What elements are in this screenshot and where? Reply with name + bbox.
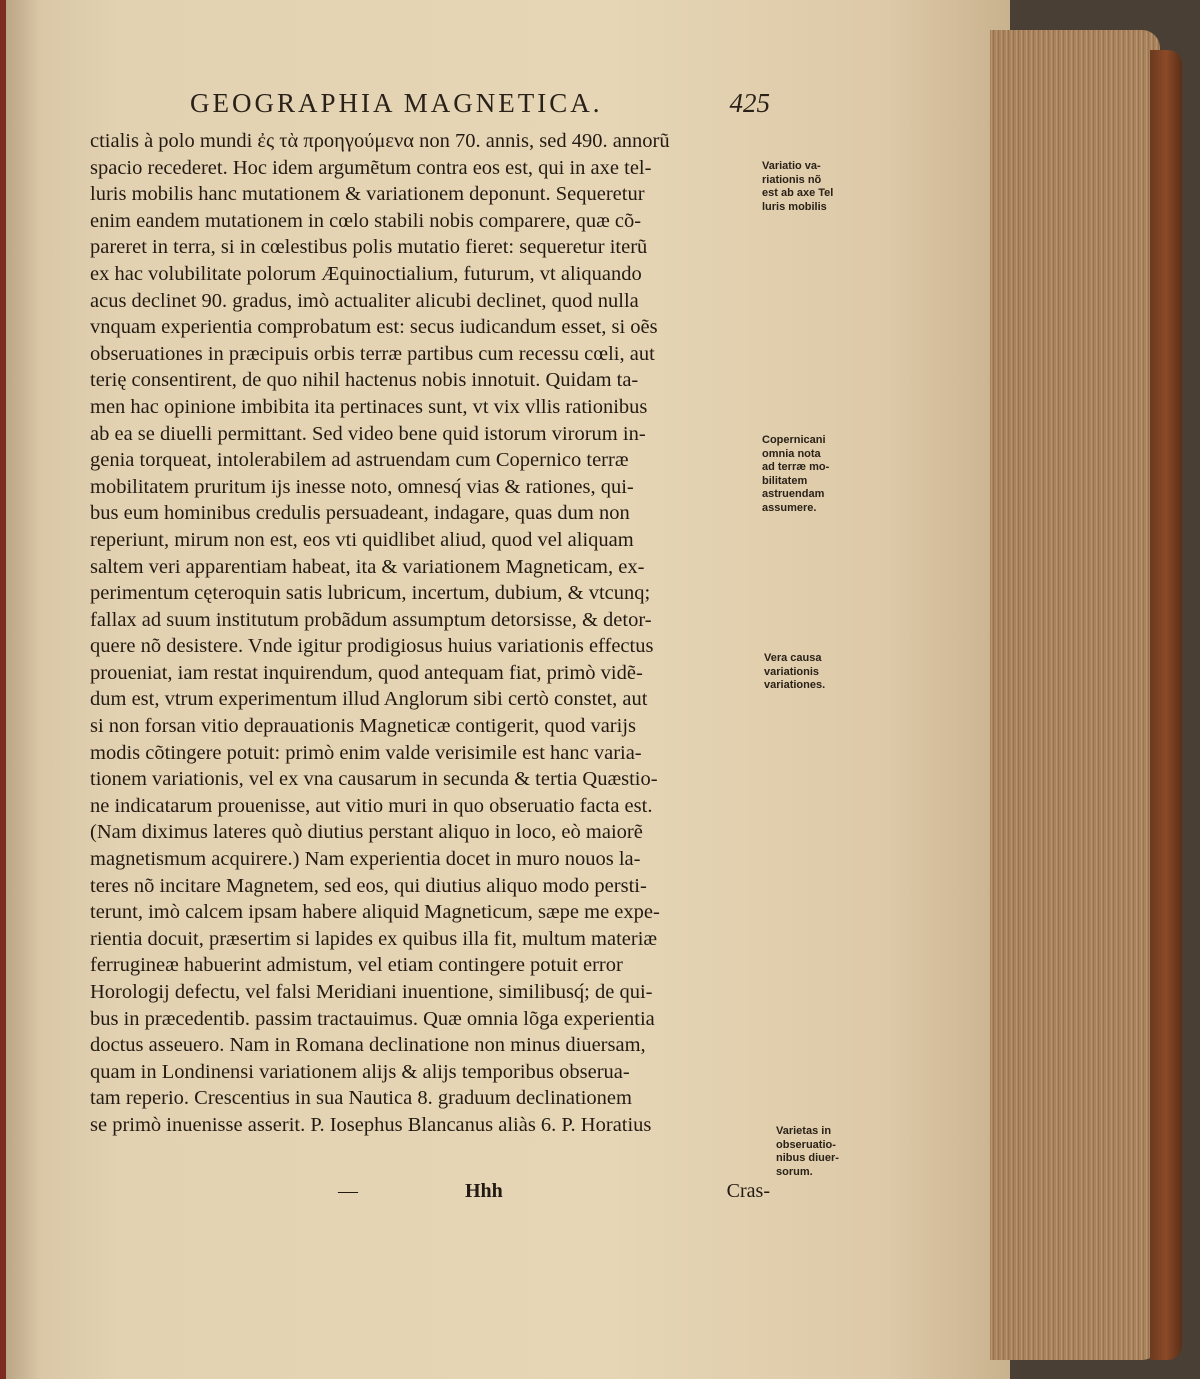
margin-note-line: sorum. [776, 1165, 813, 1178]
margin-note-line: bilitatem [762, 474, 808, 487]
margin-note-line: est ab axe Tel [762, 187, 834, 199]
text-line: proueniat, iam restat inquirendum, quod antequam fiat, primò vidẽ- [90, 661, 643, 684]
margin-note-line: Variatio va- [762, 160, 821, 172]
text-line: tionem variationis, vel ex vna causarum in secunda & tertia Quæstio- [90, 768, 658, 791]
text-line: tam reperio. Crescentius in sua Nautica 8. graduum declinationem [90, 1087, 632, 1110]
text-line: fallax ad suum institutum probãdum assumptum detorsisse, & detor- [90, 608, 652, 631]
text-line: enim eandem mutationem in cœlo stabili nobis comparere, quæ cõ- [90, 209, 642, 232]
text-line: terunt, imò calcem ipsam habere aliquid Magneticum, sæpe me expe- [90, 901, 660, 924]
text-line: ab ea se diuelli permittant. Sed video bene quid istorum virorum in- [90, 422, 646, 445]
text-line: bus in præcedentib. passim tractauimus. Quæ omnia lõga experientia [90, 1007, 655, 1030]
text-line: vnquam experientia comprobatum est: secus iudicandum esset, si oẽs [90, 316, 658, 339]
text-line: doctus asseuero. Nam in Romana declinatione non minus diuersam, [90, 1034, 646, 1057]
text-line: teres nõ incitare Magnetem, sed eos, qui diutius aliquo modo persti- [90, 874, 647, 897]
text-line: rientia docuit, præsertim si lapides ex quibus illa fit, multum materiæ [90, 927, 658, 950]
text-line: genia torqueat, intolerabilem ad astruendam cum Copernico terræ [90, 449, 629, 472]
margin-note-line: variationis [764, 665, 820, 678]
text-line: terię consentirent, de quo nihil hactenus nobis innotuit. Quidam ta- [90, 369, 639, 392]
signature-mark: Hhh [465, 1180, 503, 1202]
page-footer [330, 1180, 770, 1210]
text-line: ctialis à polo mundi ἐς τὰ προηγούμενα non 70. annis, sed 490. annorũ [90, 130, 670, 152]
margin-note-line: omnia nota [762, 447, 821, 460]
margin-note-copernicani [762, 434, 872, 515]
footer-dash: — [338, 1180, 358, 1202]
text-line: ne indicatarum prouenisse, aut vitio muri in quo obseruatio facta est. [90, 794, 653, 817]
text-line: reperiunt, mirum non est, eos vti quidlibet aliud, quod vel aliquam [90, 528, 634, 551]
text-line: Horologij defectu, vel falsi Meridiani inuentione, similibusq́; de qui- [90, 981, 653, 1003]
text-line: luris mobilis hanc mutationem & variationem deponunt. Sequeretur [90, 183, 645, 206]
page-block-fore-edge [990, 30, 1160, 1360]
text-line: ex hac volubilitate polorum Æquinoctialium, futurum, vt aliquando [90, 262, 642, 285]
text-line: si non forsan vitio deprauationis Magneticæ contigerit, quod varijs [90, 715, 636, 738]
margin-note-variatio [762, 160, 872, 214]
cover-board [1150, 50, 1182, 1360]
margin-note-line: nibus diuer- [776, 1152, 839, 1164]
margin-note-line: obseruatio- [776, 1138, 836, 1151]
running-head [190, 88, 770, 122]
text-line: saltem veri apparentiam habeat, ita & variationem Magneticam, ex- [90, 555, 645, 578]
text-line: modis cõtingere potuit: primò enim valde verisimile est hanc varia- [90, 741, 642, 764]
margin-note-line: Varietas in [776, 1125, 832, 1137]
margin-note-varietas [776, 1125, 886, 1179]
margin-note-vera-causa [764, 652, 874, 693]
text-line: acus declinet 90. gradus, imò actualiter alicubi declinet, quod nulla [90, 289, 639, 312]
text-line: obseruationes in præcipuis orbis terræ partibus cum recessu cœli, aut [90, 342, 655, 365]
margin-note-line: Vera causa [764, 652, 822, 664]
text-line: se primò inuenisse asserit. P. Iosephus Blancanus aliàs 6. P. Horatius [90, 1113, 652, 1136]
text-line: dum est, vtrum experimentum illud Anglorum sibi certò constet, aut [90, 688, 648, 711]
text-line: ferrugineæ habuerint admistum, vel etiam contingere potuit error [90, 954, 623, 977]
text-line: bus eum hominibus credulis persuadeant, indagare, quas dum non [90, 502, 630, 525]
margin-note-line: assumere. [762, 501, 817, 514]
text-line: spacio recederet. Hoc idem argumẽtum contra eos est, qui in axe tel- [90, 156, 652, 179]
text-line: (Nam diximus lateres quò diutius perstant aliquo in loco, eò maiorẽ [90, 821, 643, 844]
text-line: quere nõ desistere. Vnde igitur prodigiosus huius variationis effectus [90, 635, 654, 658]
running-head-title: GEOGRAPHIA MAGNETICA. [190, 88, 603, 118]
margin-note-line: astruendam [762, 488, 825, 500]
margin-note-line: riationis nõ [762, 173, 822, 186]
margin-note-line: luris mobilis [762, 200, 827, 213]
text-line: mobilitatem pruritum ijs inesse noto, omnesq́ vias & rationes, qui- [90, 475, 634, 498]
binding-edge [0, 0, 6, 1379]
margin-note-line: Copernicani [762, 434, 826, 446]
page-number: 425 [729, 88, 770, 118]
catchword: Cras- [726, 1180, 770, 1202]
margin-note-line: variationes. [764, 679, 826, 691]
margin-note-line: ad terræ mo- [762, 461, 830, 473]
text-line: perimentum cęteroquin satis lubricum, incertum, dubium, & vtcunq; [90, 582, 651, 605]
body-text [90, 128, 770, 1139]
text-line: magnetismum acquirere.) Nam experientia docet in muro nouos la- [90, 848, 641, 871]
text-line: men hac opinione imbibita ita pertinaces sunt, vt vix vllis rationibus [90, 395, 648, 418]
text-line: pareret in terra, si in cœlestibus polis mutatio fieret: sequeretur iterũ [90, 236, 648, 259]
text-line: quam in Londinensi variationem alijs & alijs temporibus obserua- [90, 1060, 630, 1083]
